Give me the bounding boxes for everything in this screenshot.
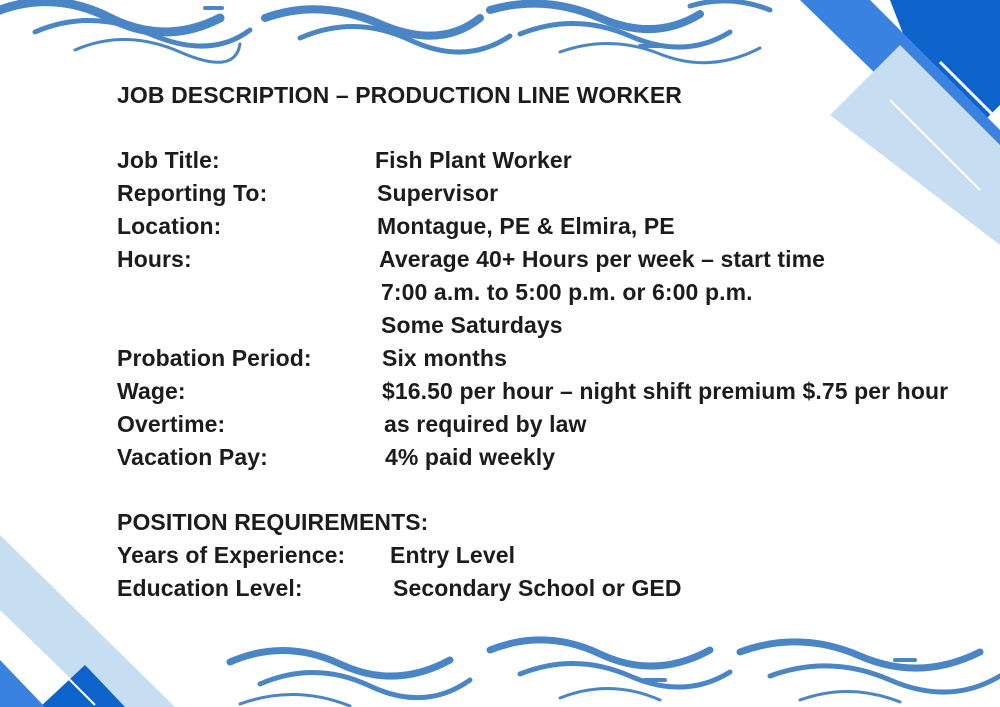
detail-label: Overtime:: [117, 411, 226, 437]
detail-value: Supervisor: [377, 180, 499, 206]
document-title: JOB DESCRIPTION – PRODUCTION LINE WORKER: [117, 82, 682, 108]
detail-value: 4% paid weekly: [385, 444, 556, 470]
requirements-heading: POSITION REQUIREMENTS:: [117, 509, 429, 535]
detail-value: 7:00 a.m. to 5:00 p.m. or 6:00 p.m.: [381, 279, 753, 305]
detail-value: as required by law: [384, 411, 587, 437]
requirement-value: Entry Level: [390, 542, 516, 568]
detail-value: Average 40+ Hours per week – start time: [379, 246, 826, 272]
detail-label: Reporting To:: [117, 180, 268, 206]
requirement-label: Years of Experience:: [117, 542, 346, 568]
detail-label: Wage:: [117, 378, 186, 404]
top-right-stripe-decoration: [800, 0, 1000, 245]
bottom-wave-decoration: [230, 640, 1000, 706]
detail-value: Montague, PE & Elmira, PE: [377, 213, 675, 239]
requirement-label: Education Level:: [117, 575, 303, 601]
detail-value: Some Saturdays: [381, 312, 563, 338]
detail-label: Hours:: [117, 246, 192, 272]
detail-label: Location:: [117, 213, 222, 239]
requirement-value: Secondary School or GED: [393, 575, 682, 601]
detail-label: Vacation Pay:: [117, 444, 268, 470]
detail-value: $16.50 per hour – night shift premium $.75 per hour: [382, 378, 949, 404]
detail-label: Probation Period:: [117, 345, 312, 371]
detail-value: Fish Plant Worker: [375, 147, 572, 173]
top-wave-decoration: [0, 1, 770, 63]
detail-label: Job Title:: [117, 147, 220, 173]
detail-value: Six months: [382, 345, 507, 371]
